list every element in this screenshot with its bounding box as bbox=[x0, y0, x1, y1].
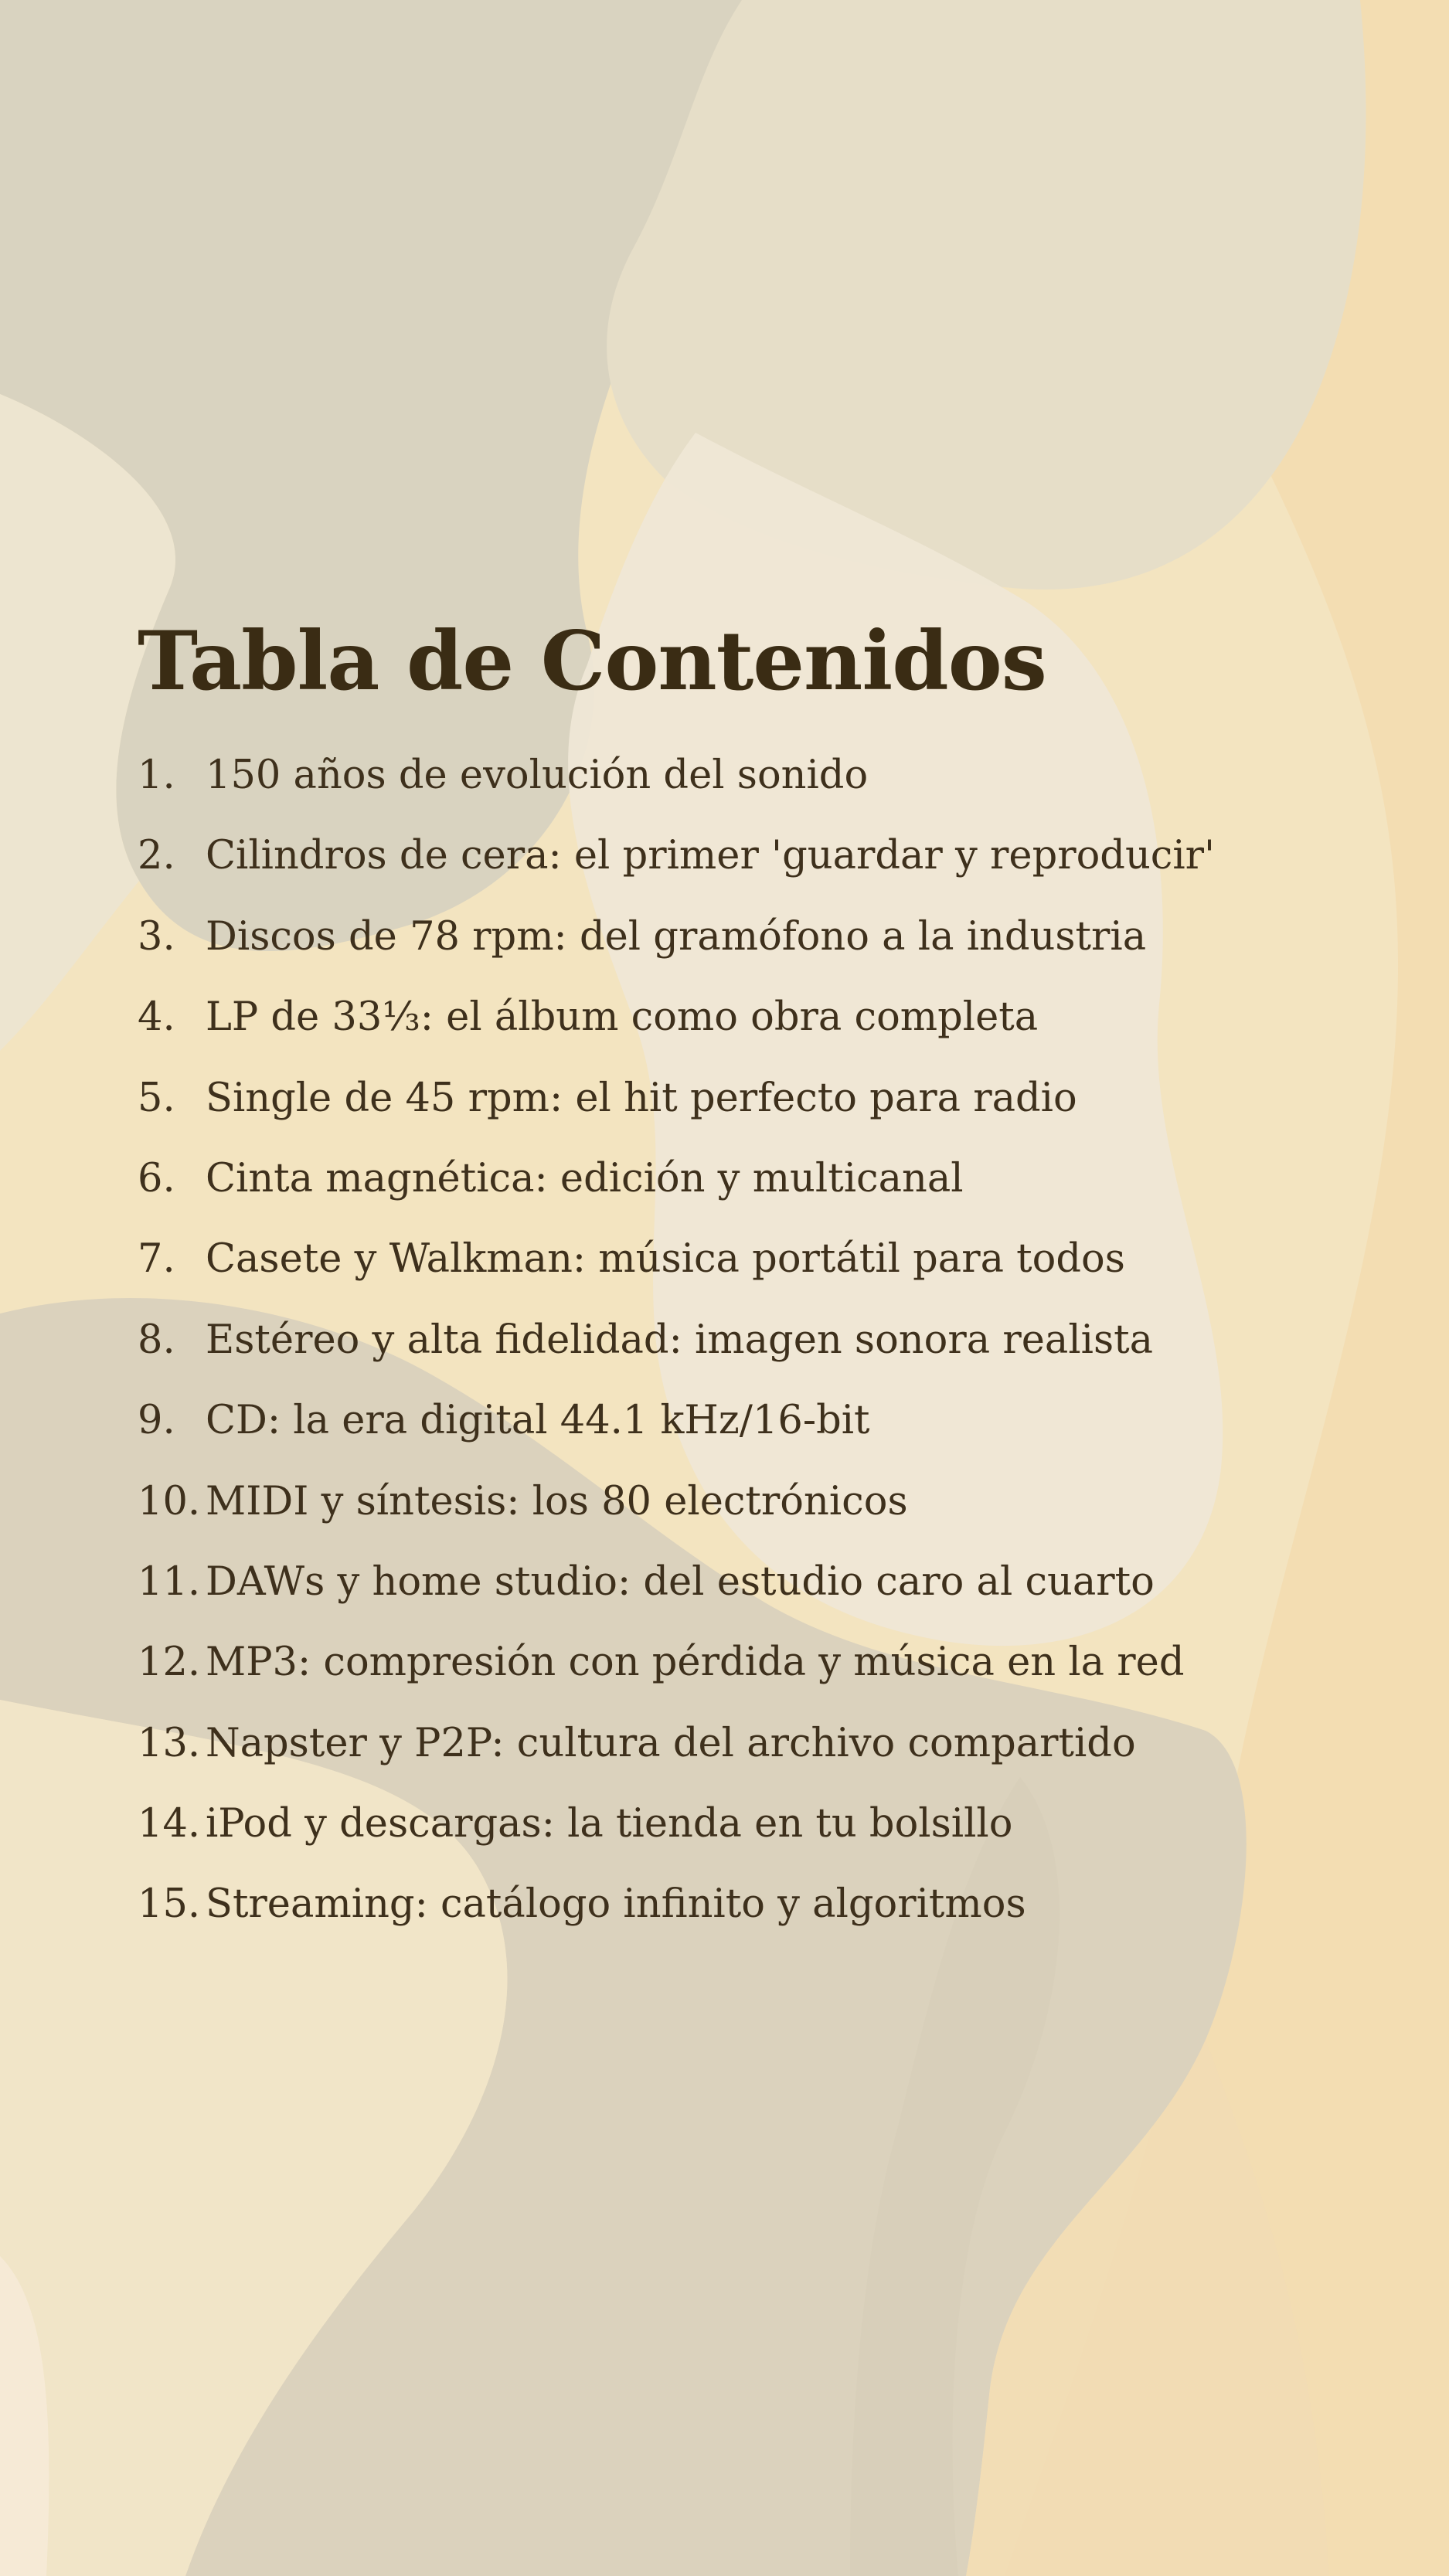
toc-item-text: CD: la era digital 44.1 kHz/16-bit bbox=[206, 1398, 870, 1444]
toc-item-number: 8. bbox=[138, 1317, 175, 1363]
toc-item-number: 4. bbox=[138, 994, 175, 1041]
toc-item-number: 10. bbox=[138, 1478, 201, 1524]
toc-item bbox=[138, 1801, 1343, 1881]
toc-item bbox=[138, 914, 1343, 994]
toc-item-text: Napster y P2P: cultura del archivo compartido bbox=[206, 1720, 1136, 1766]
toc-item bbox=[138, 1559, 1343, 1640]
toc-item bbox=[138, 753, 1343, 833]
toc-item-number: 13. bbox=[138, 1720, 201, 1766]
toc-item-text: Casete y Walkman: música portátil para todos bbox=[206, 1236, 1125, 1283]
toc-item bbox=[138, 1640, 1343, 1720]
toc-item-number: 1. bbox=[138, 753, 175, 798]
toc-item bbox=[138, 833, 1343, 913]
toc-item-number: 5. bbox=[138, 1075, 175, 1121]
toc-item-text: Streaming: catálogo infinito y algoritmos bbox=[206, 1881, 1026, 1928]
toc-item bbox=[138, 1398, 1343, 1478]
toc-container bbox=[138, 603, 1343, 1963]
toc-item-text: MP3: compresión con pérdida y música en la red bbox=[206, 1640, 1185, 1686]
toc-item-text: Estéreo y alta fidelidad: imagen sonora realista bbox=[206, 1317, 1154, 1363]
toc-item-number: 7. bbox=[138, 1236, 175, 1283]
toc-item bbox=[138, 1317, 1343, 1398]
toc-item-text: Single de 45 rpm: el hit perfecto para radio bbox=[206, 1075, 1077, 1121]
toc-item-number: 15. bbox=[138, 1881, 201, 1928]
toc-item-text: DAWs y home studio: del estudio caro al cuarto bbox=[206, 1558, 1155, 1605]
toc-item-number: 14. bbox=[138, 1801, 201, 1847]
toc-list bbox=[138, 753, 1343, 1963]
toc-item-text: Discos de 78 rpm: del gramófono a la industria bbox=[206, 913, 1147, 960]
toc-item-number: 2. bbox=[138, 833, 175, 879]
toc-item-number: 6. bbox=[138, 1155, 175, 1201]
toc-item-text: Cilindros de cera: el primer 'guardar y reproducir' bbox=[206, 833, 1216, 879]
toc-item-number: 3. bbox=[138, 913, 175, 960]
toc-item bbox=[138, 1236, 1343, 1317]
toc-item bbox=[138, 1156, 1343, 1236]
toc-item-text: 150 años de evolución del sonido bbox=[206, 753, 869, 798]
toc-item-number: 9. bbox=[138, 1398, 175, 1444]
toc-item-text: MIDI y síntesis: los 80 electrónicos bbox=[206, 1478, 908, 1524]
toc-item-text: iPod y descargas: la tienda en tu bolsillo bbox=[206, 1801, 1013, 1847]
toc-item bbox=[138, 1479, 1343, 1559]
toc-item bbox=[138, 994, 1343, 1075]
toc-item bbox=[138, 1881, 1343, 1962]
page-title: Tabla de Contenidos bbox=[138, 613, 1046, 709]
toc-item-number: 12. bbox=[138, 1640, 201, 1686]
toc-item-text: Cinta magnética: edición y multicanal bbox=[206, 1155, 964, 1201]
toc-item-number: 11. bbox=[138, 1558, 201, 1605]
toc-item-text: LP de 33⅓: el álbum como obra completa bbox=[206, 994, 1039, 1041]
toc-item bbox=[138, 1076, 1343, 1156]
toc-item bbox=[138, 1721, 1343, 1801]
